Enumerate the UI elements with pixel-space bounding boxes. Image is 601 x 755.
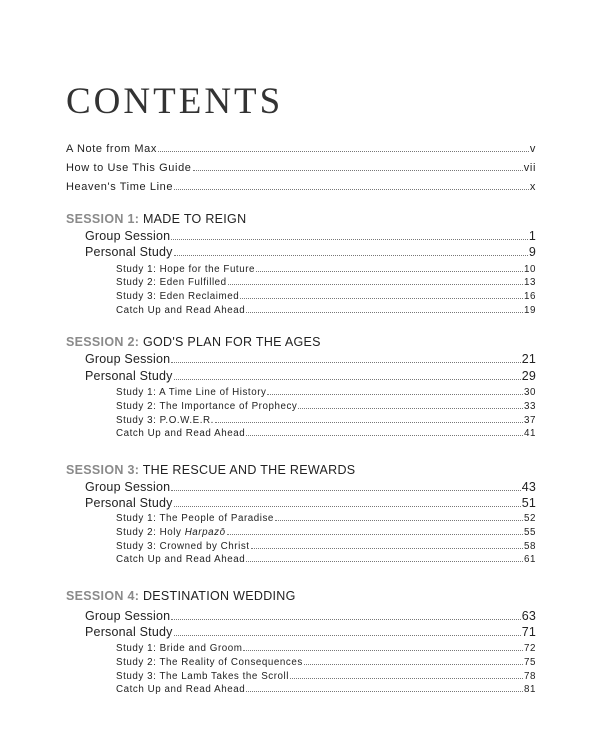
toc-entry-study[interactable] — [116, 277, 536, 288]
entry-label: Study 1: Bride and Groom — [116, 643, 243, 654]
entry-page: 58 — [524, 541, 536, 552]
page-title: CONTENTS — [66, 81, 284, 122]
toc-entry-study[interactable] — [116, 401, 536, 412]
entry-label-italic: Harpazō — [184, 527, 226, 538]
leader-dots — [227, 534, 523, 535]
toc-entry-study[interactable] — [116, 291, 536, 302]
entry-page: 41 — [524, 428, 536, 439]
toc-entry-study[interactable] — [116, 657, 536, 668]
entry-label: Study 3: Crowned by Christ — [116, 541, 250, 552]
toc-entry-study[interactable] — [116, 643, 536, 654]
entry-page: 37 — [524, 415, 536, 426]
entry-label: Catch Up and Read Ahead — [116, 684, 246, 695]
session-number: SESSION 2: — [66, 335, 140, 349]
session-name: GOD'S PLAN FOR THE AGES — [142, 335, 321, 349]
toc-entry-study[interactable] — [116, 684, 536, 695]
entry-page: 75 — [524, 657, 536, 668]
entry-page: 51 — [521, 496, 536, 510]
leader-dots — [251, 548, 523, 549]
session-name: THE RESCUE AND THE REWARDS — [142, 463, 356, 477]
entry-label: Group Session — [85, 229, 171, 243]
entry-page: 33 — [524, 401, 536, 412]
leader-dots — [246, 312, 523, 313]
entry-label: Study 1: Hope for the Future — [116, 264, 256, 275]
toc-entry-study[interactable] — [116, 671, 536, 682]
entry-page: 63 — [521, 609, 536, 623]
entry-page: 78 — [524, 671, 536, 682]
entry-label: Group Session — [85, 480, 171, 494]
session-number: SESSION 1: — [66, 212, 140, 226]
toc-entry-group-session[interactable] — [85, 352, 536, 366]
entry-label: Group Session — [85, 609, 171, 623]
session-heading[interactable] — [66, 335, 321, 349]
entry-label: Personal Study — [85, 245, 173, 259]
leader-dots — [246, 435, 523, 436]
entry-label-text: Study 2: Holy — [116, 527, 185, 538]
toc-entry-group-session[interactable] — [85, 609, 536, 623]
session-name: MADE TO REIGN — [142, 212, 247, 226]
entry-page: 19 — [524, 305, 536, 316]
leader-dots — [171, 490, 520, 491]
entry-page: 61 — [524, 554, 536, 565]
entry-label: Study 1: The People of Paradise — [116, 513, 274, 524]
entry-page: 72 — [524, 643, 536, 654]
entry-label — [116, 527, 226, 538]
entry-label: Catch Up and Read Ahead — [116, 428, 246, 439]
session-heading[interactable] — [66, 589, 296, 603]
toc-entry-study[interactable] — [116, 415, 536, 426]
entry-page: 30 — [524, 387, 536, 398]
leader-dots — [275, 520, 523, 521]
toc-entry-study[interactable] — [116, 527, 536, 538]
session-heading[interactable] — [66, 463, 355, 477]
entry-page: 10 — [524, 264, 536, 275]
toc-entry-group-session[interactable] — [85, 480, 536, 494]
entry-label: Catch Up and Read Ahead — [116, 305, 246, 316]
entry-page: 1 — [528, 229, 536, 243]
entry-page: 43 — [521, 480, 536, 494]
entry-label: Study 3: P.O.W.E.R. — [116, 415, 214, 426]
entry-label: Study 2: The Importance of Prophecy — [116, 401, 298, 412]
leader-dots — [290, 678, 523, 679]
toc-entry-study[interactable] — [116, 554, 536, 565]
entry-page: 21 — [521, 352, 536, 366]
leader-dots — [228, 284, 523, 285]
leader-dots — [171, 362, 520, 363]
leader-dots — [304, 664, 523, 665]
toc-entry-personal-study[interactable] — [85, 496, 536, 510]
leader-dots — [243, 650, 523, 651]
leader-dots — [298, 408, 523, 409]
entry-label: A Note from Max — [66, 143, 157, 155]
entry-label: Personal Study — [85, 625, 173, 639]
entry-label: Personal Study — [85, 369, 173, 383]
leader-dots — [267, 394, 523, 395]
entry-page: 16 — [524, 291, 536, 302]
toc-entry-study[interactable] — [116, 305, 536, 316]
toc-entry-study[interactable] — [116, 264, 536, 275]
toc-entry-group-session[interactable] — [85, 229, 536, 243]
entry-page: v — [529, 143, 536, 155]
entry-page: 55 — [524, 527, 536, 538]
entry-label: Study 1: A Time Line of History — [116, 387, 267, 398]
entry-page: 13 — [524, 277, 536, 288]
leader-dots — [240, 298, 523, 299]
leader-dots — [193, 170, 523, 171]
leader-dots — [171, 619, 520, 620]
entry-page: 81 — [524, 684, 536, 695]
entry-label: Study 2: The Reality of Consequences — [116, 657, 303, 668]
entry-label: Study 3: Eden Reclaimed — [116, 291, 240, 302]
entry-label: How to Use This Guide — [66, 162, 192, 174]
entry-page: vii — [523, 162, 536, 174]
toc-entry[interactable] — [66, 143, 536, 155]
leader-dots — [158, 151, 529, 152]
entry-page: 52 — [524, 513, 536, 524]
toc-entry-study[interactable] — [116, 541, 536, 552]
entry-page: 9 — [528, 245, 536, 259]
entry-label: Catch Up and Read Ahead — [116, 554, 246, 565]
toc-entry[interactable] — [66, 181, 536, 193]
leader-dots — [174, 635, 521, 636]
toc-entry-study[interactable] — [116, 387, 536, 398]
leader-dots — [174, 506, 521, 507]
entry-page: x — [529, 181, 536, 193]
leader-dots — [246, 691, 523, 692]
toc-entry-personal-study[interactable] — [85, 625, 536, 639]
toc-entry-personal-study[interactable] — [85, 369, 536, 383]
session-name: DESTINATION WEDDING — [142, 589, 296, 603]
entry-label: Study 3: The Lamb Takes the Scroll — [116, 671, 289, 682]
entry-page: 29 — [521, 369, 536, 383]
leader-dots — [171, 239, 528, 240]
toc-entry-personal-study[interactable] — [85, 245, 536, 259]
entry-page: 71 — [521, 625, 536, 639]
leader-dots — [215, 422, 523, 423]
toc-entry[interactable] — [66, 162, 536, 174]
leader-dots — [174, 379, 521, 380]
leader-dots — [174, 189, 529, 190]
entry-label: Group Session — [85, 352, 171, 366]
session-number: SESSION 3: — [66, 463, 140, 477]
leader-dots — [174, 255, 528, 256]
entry-label: Study 2: Eden Fulfilled — [116, 277, 227, 288]
session-heading[interactable] — [66, 212, 246, 226]
leader-dots — [256, 271, 523, 272]
session-number: SESSION 4: — [66, 589, 140, 603]
entry-label: Personal Study — [85, 496, 173, 510]
entry-label: Heaven's Time Line — [66, 181, 174, 193]
toc-entry-study[interactable] — [116, 513, 536, 524]
leader-dots — [246, 561, 523, 562]
toc-entry-study[interactable] — [116, 428, 536, 439]
